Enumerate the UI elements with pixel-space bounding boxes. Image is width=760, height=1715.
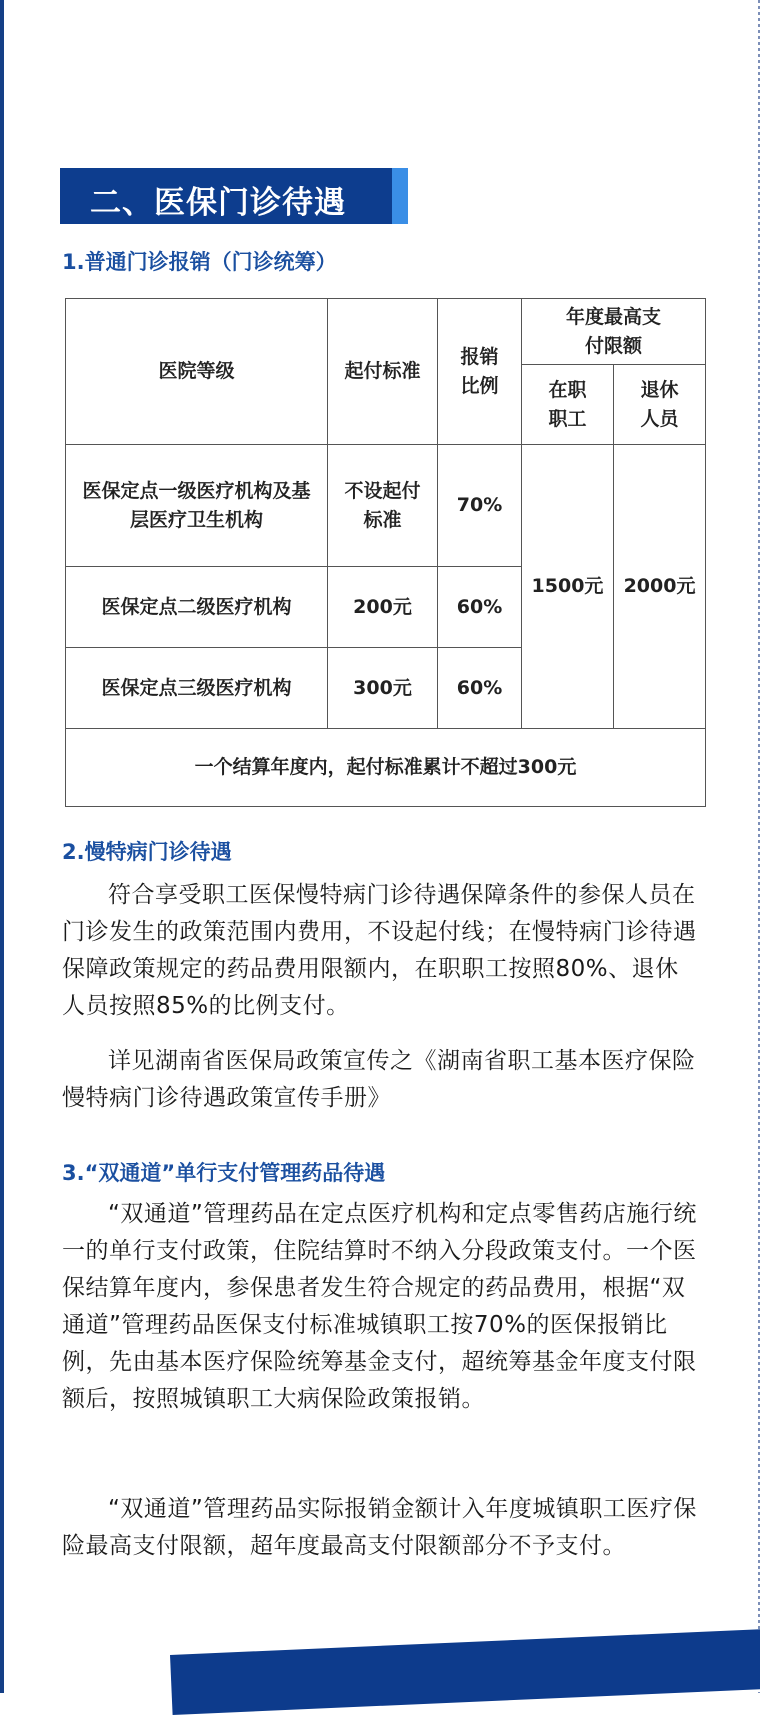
row3-ratio: 60% <box>438 648 522 729</box>
part2-paragraph: 详见湖南省医保局政策宣传之《湖南省职工基本医疗保险慢特病门诊待遇政策宣传手册》 <box>62 1048 696 1111</box>
header-level: 医院等级 <box>66 299 328 445</box>
table-footer-note: 一个结算年度内，起付标准累计不超过300元 <box>66 729 706 807</box>
header-deductible: 起付标准 <box>328 299 438 445</box>
header-limit: 年度最高支付限额 <box>522 299 706 365</box>
part2-paragraph: 符合享受职工医保慢特病门诊待遇保障条件的参保人员在门诊发生的政策范围内费用，不设起付线；在慢特病门诊待遇保障政策规定的药品费用限额内，在职职工按照80%、退休人员按照85%的比例支付。 <box>62 882 697 1019</box>
row1-level: 医保定点一级医疗机构及基层医疗卫生机构 <box>66 445 328 567</box>
row1-ratio: 70% <box>438 445 522 567</box>
row3-deductible: 300元 <box>328 648 438 729</box>
part3-heading: 3.“双通道”单行支付管理药品待遇 <box>62 1161 386 1185</box>
bottom-decor-band <box>170 1628 760 1715</box>
left-edge-bar <box>0 0 4 1693</box>
part3-paragraph: “双通道”管理药品在定点医疗机构和定点零售药店施行统一的单行支付政策，住院结算时不纳入分段政策支付。一个医保结算年度内，参保患者发生符合规定的药品费用，根据“双通道”管理药品医保支付标准城镇职工按70%的医保报销比例，先由基本医疗保险统筹基金支付，超统筹基金年度支付限额后，按照城镇职工大病保险政策报销。 <box>62 1201 697 1412</box>
row2-level: 医保定点二级医疗机构 <box>66 567 328 648</box>
section-title: 二、医保门诊待遇 <box>90 185 346 221</box>
limit-retired-value: 2000元 <box>614 445 706 729</box>
row3-level: 医保定点三级医疗机构 <box>66 648 328 729</box>
outpatient-table <box>65 298 706 807</box>
row2-deductible: 200元 <box>328 567 438 648</box>
part3-paragraph: “双通道”管理药品实际报销金额计入年度城镇职工医疗保险最高支付限额，超年度最高支付限额部分不予支付。 <box>62 1496 697 1559</box>
section-header <box>60 168 408 224</box>
row2-ratio: 60% <box>438 567 522 648</box>
header-retired: 退休人员 <box>614 365 706 445</box>
part2-heading: 2.慢特病门诊待遇 <box>62 840 232 864</box>
limit-employed-value: 1500元 <box>522 445 614 729</box>
header-employed: 在职职工 <box>522 365 614 445</box>
part1-heading: 1.普通门诊报销（门诊统筹） <box>62 250 337 274</box>
header-ratio: 报销比例 <box>438 299 522 445</box>
section-header-accent <box>392 168 408 224</box>
row1-deductible: 不设起付标准 <box>328 445 438 567</box>
